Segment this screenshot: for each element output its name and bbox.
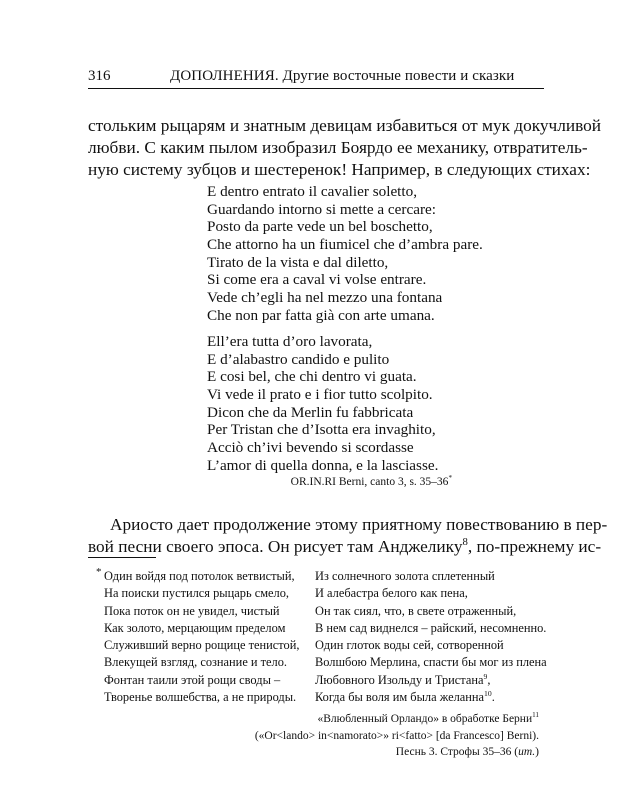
footnote-verse-line: Влекущей взгляд, сознание и тело. [104,655,288,670]
footnote-verse-line: Фонтан таили этой рощи своды – [104,672,281,687]
footnote-verse-line: Волшбою Мерлина, спасти бы мог из плена [315,655,547,670]
footnote-ref: 11 [532,711,539,720]
source-text: Песнь 3. Строфы 35–36 ( [395,746,519,758]
footnote-verse-line: Как золото, мерцающим пределом [104,620,286,635]
footnote-right-column [315,568,547,706]
source-line: («Or<lando> in<namorato>» ri<fatto> [da Francesco] Berni). [254,729,539,742]
footnote-verse-line: И алебастра белого как пена, [315,586,468,601]
intro-paragraph [88,115,602,181]
verse-text: Когда бы воля им была желанна [315,690,485,705]
verse-line: Ell’era tutta d’oro lavorata, [207,333,373,350]
verse-line: Posto da parte vede un bel boschetto, [207,218,433,236]
citation-text: OR.IN.RI Berni, canto 3, s. 35–36 [290,476,449,488]
verse-line: Acciò ch’ivi bevendo si scordasse [207,439,414,457]
header-rule [88,88,544,89]
verse-line: Si come era a caval vi volse entrare. [207,271,427,289]
poem-citation [291,475,452,489]
footnote-source [255,711,539,761]
paragraph-text: , по-прежнему ис- [467,537,602,556]
footnote-ref: 9 [483,671,488,681]
page-number: 316 [88,68,111,84]
paragraph-line: стольким рыцарям и знатным девицам избавиться от мук докучливой [88,116,602,135]
footnote-verse-line: Пока поток он не увидел, чистый [104,603,280,618]
footnote-ref: 10 [484,688,492,698]
verse-text: Любовного Изольду и Тристана [315,672,484,687]
footnote-verse-line: Служивший верно рощице тенистой, [104,638,300,653]
source-text: «Влюбленный Орландо» в обработке Берни [317,713,533,725]
verse-line: Dicon che da Merlin fu fabbricata [207,403,414,421]
verse-punct: , [487,672,491,687]
footnote-verse-line: Один глоток воды сей, сотворенной [315,638,504,653]
footnote-verse-line [315,689,547,706]
footnote-rule [88,557,156,558]
source-line [255,744,539,761]
poem-stanza-1 [207,183,483,325]
paragraph-line: любви. С каким пылом изобразил Боярдо ее механику, отвратитель- [88,138,588,157]
footnote-marker: * [96,566,102,578]
paragraph-line: ную систему зубцов и шестеренок! Например, в следующих стихах: [88,160,591,179]
footnote-verse-line: Он так сиял, что, в свете отраженный, [315,603,517,618]
verse-line: E dentro entrato il cavalier soletto, [207,183,418,200]
poem-stanza-2 [207,333,438,475]
footnote-verse-line: В нем сад виднелся – райский, несомненно. [315,620,547,635]
footnote-verse-line: На поиски пустился рыцарь смело, [104,586,290,601]
source-line [255,711,539,728]
verse-line: E d’alabastro candido e pulito [207,350,390,368]
paragraph-line [88,536,602,558]
footnote-ref: 8 [462,536,468,549]
footnote-verse-line: Из солнечного золота сплетенный [315,569,495,583]
verse-line: Guardando intorno si mette a cercare: [207,200,436,218]
second-paragraph [88,514,608,558]
source-punct: ) [535,746,539,758]
footnote-verse-line: Творенье волшебства, а не природы. [104,690,297,705]
verse-line: Tirato de la vista e dal diletto, [207,253,389,271]
verse-line: Vi vede il prato e i fior tutto scolpito. [207,386,433,404]
footnote-verse-line: Один войдя под потолок ветвистый, [104,569,295,583]
running-title: ДОПОЛНЕНИЯ. Другие восточные повести и сказки [170,68,515,84]
source-italic: ит. [518,746,536,758]
paragraph-text: вой песни своего эпоса. Он рисует там Анджелику [88,537,463,556]
verse-line: Che non par fatta già con arte umana. [207,306,435,324]
verse-line: L’amor di quella donna, e la lasciasse. [207,456,439,474]
paragraph-line: Ариосто дает продолжение этому приятному повествованию в пер- [110,515,608,534]
verse-line: Vede ch’egli ha nel mezzo una fontana [207,289,443,307]
citation-footnote-mark: * [448,474,452,483]
verse-line: Che attorno ha un fiumicel che d’ambra pare. [207,236,483,254]
verse-line: E cosi bel, che chi dentro vi guata. [207,368,417,386]
verse-punct: . [491,690,495,705]
running-header [88,66,544,86]
footnote-left-column [104,568,299,706]
verse-line: Per Tristan che d’Isotta era invaghito, [207,421,436,439]
footnote-verse-line [315,672,547,689]
